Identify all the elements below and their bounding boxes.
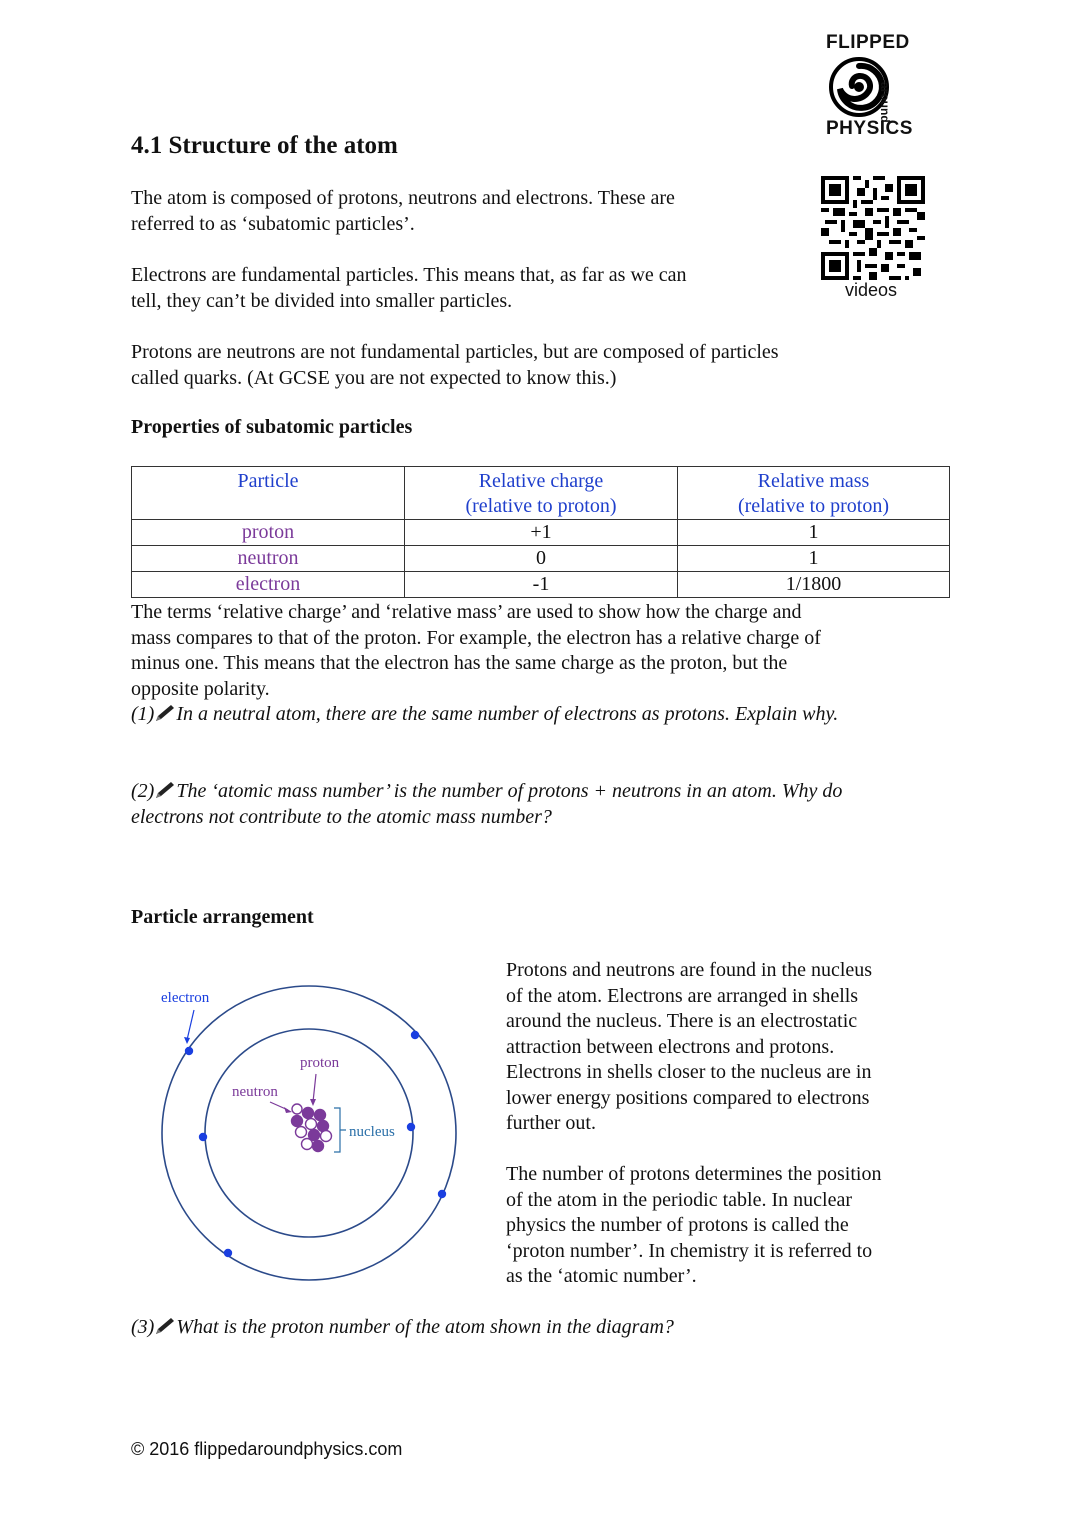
header-line: Relative mass xyxy=(757,470,870,492)
electron-dot xyxy=(224,1249,232,1257)
header-line: Relative charge xyxy=(478,470,604,492)
paragraph-line: referred to as ‘subatomic particles’. xyxy=(131,212,415,235)
header-line: (relative to proton) xyxy=(737,495,890,517)
neutron-label: neutron xyxy=(232,1084,278,1100)
cell-charge: -1 xyxy=(405,572,678,598)
paragraph-line: Protons are neutrons are not fundamental particles, but are composed of particles xyxy=(131,341,779,363)
question-3 xyxy=(131,1315,971,1341)
pencil-icon xyxy=(154,703,176,723)
table-row xyxy=(132,546,950,572)
cell-mass: 1 xyxy=(678,546,950,572)
paragraph-line: opposite polarity. xyxy=(131,677,270,700)
paragraph-line: called quarks. (At GCSE you are not expected to know this.) xyxy=(131,366,617,389)
electron-dot xyxy=(411,1031,419,1039)
paragraph-line: further out. xyxy=(506,1112,596,1134)
table-header-charge xyxy=(405,467,678,520)
electron-dot xyxy=(199,1133,207,1141)
paragraph-line: as the ‘atomic number’. xyxy=(506,1265,697,1287)
paragraph-line: Electrons in shells closer to the nucleus are in xyxy=(506,1061,872,1083)
paragraph-line: The number of protons determines the position xyxy=(506,1163,882,1185)
cell-mass: 1 xyxy=(678,520,950,546)
paragraph-quarks xyxy=(131,340,951,391)
paragraph-subatomic xyxy=(131,186,811,237)
qr-caption: videos xyxy=(845,280,898,300)
properties-table xyxy=(131,466,950,598)
logo-side-text: around xyxy=(878,82,892,123)
question-2 xyxy=(131,779,971,830)
table-header-particle xyxy=(132,467,405,520)
paragraph-line: ‘proton number’. In chemistry it is referred to xyxy=(506,1239,873,1262)
table-header-mass xyxy=(678,467,950,520)
paragraph-line: attraction between electrons and protons. xyxy=(506,1035,835,1058)
cell-charge: 0 xyxy=(405,546,678,572)
paragraph-electrons xyxy=(131,263,811,314)
arrangement-paragraph-2 xyxy=(506,1162,966,1290)
nucleus xyxy=(292,1104,332,1152)
logo-bottom-text: PHYSICS xyxy=(826,118,913,139)
question-text: In a neutral atom, there are the same number of electrons as protons. Explain why. xyxy=(176,703,839,725)
paragraph-line: Protons and neutrons are found in the nucleus xyxy=(506,959,873,981)
footer-copyright: © 2016 flippedaroundphysics.com xyxy=(131,1439,403,1459)
logo-top-text: FLIPPED xyxy=(826,32,910,53)
paragraph-line: mass compares to that of the proton. For example, the electron has a relative charge of xyxy=(131,626,821,649)
paragraph-line: of the atom. Electrons are arranged in shells xyxy=(506,984,859,1007)
electron-label: electron xyxy=(161,990,210,1006)
electron-dot xyxy=(438,1190,446,1198)
arrangement-heading: Particle arrangement xyxy=(131,906,314,928)
question-text: What is the proton number of the atom shown in the diagram? xyxy=(176,1316,674,1338)
header-line: Particle xyxy=(237,470,299,492)
paragraph-line: lower energy positions compared to electrons xyxy=(506,1086,870,1109)
paragraph-line: The atom is composed of protons, neutrons and electrons. These are xyxy=(131,187,675,209)
cell-particle: neutron xyxy=(132,546,405,572)
question-1 xyxy=(131,702,971,728)
proton-label: proton xyxy=(300,1055,340,1071)
electron-dot xyxy=(407,1123,415,1131)
header-line: (relative to proton) xyxy=(465,495,617,517)
nucleus-bracket xyxy=(334,1108,346,1152)
cell-mass: 1/1800 xyxy=(678,572,950,598)
question-text: The ‘atomic mass number’ is the number of protons + neutrons in an atom. Why do xyxy=(176,780,843,802)
paragraph-line: physics the number of protons is called the xyxy=(506,1214,849,1236)
cell-charge: +1 xyxy=(405,520,678,546)
cell-particle: proton xyxy=(132,520,405,546)
paragraph-line: tell, they can’t be divided into smaller particles. xyxy=(131,289,513,312)
paragraph-relative-terms xyxy=(131,600,961,702)
cell-particle: electron xyxy=(132,572,405,598)
arrangement-paragraph-1 xyxy=(506,958,966,1137)
page-title: 4.1 Structure of the atom xyxy=(131,132,398,159)
table-header-row xyxy=(132,467,950,520)
pencil-icon xyxy=(154,780,176,800)
question-number: (3) xyxy=(131,1316,155,1338)
paragraph-line: The terms ‘relative charge’ and ‘relative mass’ are used to show how the charge and xyxy=(131,601,802,623)
table-row xyxy=(132,572,950,598)
properties-heading: Properties of subatomic particles xyxy=(131,416,413,438)
electron-arrow xyxy=(187,1010,194,1040)
paragraph-line: minus one. This means that the electron has the same charge as the proton, but the xyxy=(131,652,788,674)
electron-dot xyxy=(185,1047,193,1055)
qr-code-icon[interactable] xyxy=(821,176,925,280)
question-number: (1) xyxy=(131,703,155,725)
proton-arrow xyxy=(313,1074,316,1102)
paragraph-line: Electrons are fundamental particles. This means that, as far as we can xyxy=(131,264,687,286)
table-row xyxy=(132,520,950,546)
pencil-icon xyxy=(154,1316,176,1336)
question-text: electrons not contribute to the atomic mass number? xyxy=(131,805,552,828)
paragraph-line: around the nucleus. There is an electrostatic xyxy=(506,1010,858,1032)
atom-diagram xyxy=(150,980,470,1290)
nucleus-label: nucleus xyxy=(349,1124,395,1140)
paragraph-line: of the atom in the periodic table. In nuclear xyxy=(506,1188,852,1211)
question-number: (2) xyxy=(131,780,155,802)
flipped-around-physics-logo xyxy=(818,30,918,140)
